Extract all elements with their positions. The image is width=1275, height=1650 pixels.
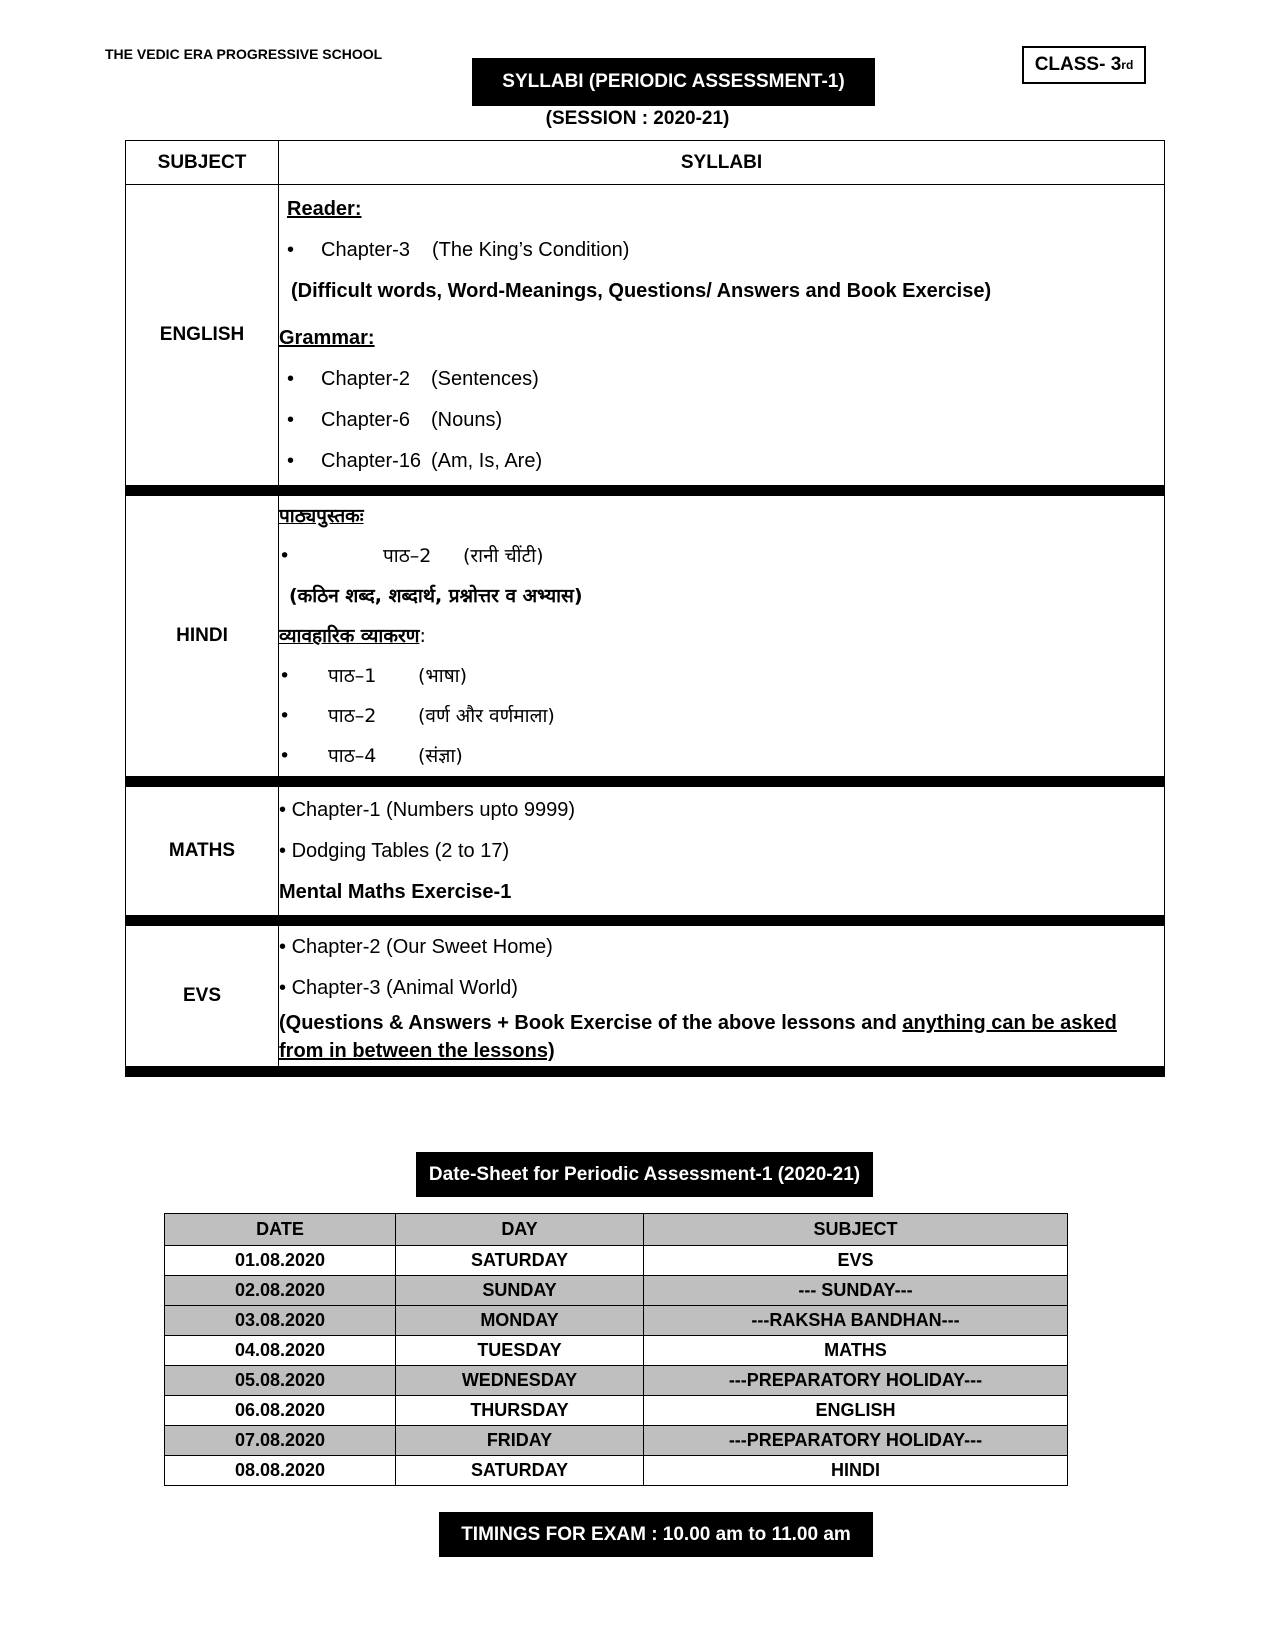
table-row: 08.08.2020 SATURDAY HINDI (165, 1456, 1068, 1486)
english-subject: ENGLISH (126, 185, 279, 491)
col-date-header: DATE (165, 1214, 396, 1246)
class-suffix: rd (1121, 58, 1134, 72)
list-item: • Chapter-3 (Animal World) (279, 977, 518, 999)
maths-note: Mental Maths Exercise-1 (279, 880, 512, 903)
col-subject-header: SUBJECT (126, 141, 279, 185)
table-row: 04.08.2020 TUESDAY MATHS (165, 1336, 1068, 1366)
datesheet-title: Date-Sheet for Periodic Assessment-1 (2020-21) (416, 1152, 873, 1197)
list-item: • पाठ–1 (भाषा) (279, 656, 1164, 696)
list-item: • Chapter-6 (Nouns) (279, 400, 1164, 441)
maths-syllabus (279, 782, 1165, 921)
col-day-header: DAY (396, 1214, 644, 1246)
hindi-book-note: (कठिन शब्द, शब्दार्थ, प्रश्नोत्तर व अभ्यास) (289, 585, 583, 607)
hindi-syllabus: पाठ्यपुस्तकः • पाठ–2 (रानी चींटी) (कठिन शब्द, शब्दार्थ, प्रश्नोत्तर व अभ्यास) व्यावहारिक व्याकरण: • पाठ–1 (भाषा) • पाठ–2 (वर्ण और वर्णमाला) • पाठ–4 (संज्ञा) (279, 491, 1165, 782)
list-item: • पाठ–2 (वर्ण और वर्णमाला) (279, 696, 1164, 736)
english-reader-heading: Reader: (287, 197, 362, 220)
list-item: • Chapter-3 (The King’s Condition) (279, 230, 1164, 271)
list-item: • Dodging Tables (2 to 17) (279, 839, 510, 862)
hindi-book-heading: पाठ्यपुस्तकः (279, 505, 364, 527)
evs-row (126, 921, 1165, 1072)
document-title: SYLLABI (PERIODIC ASSESSMENT-1) (472, 58, 875, 106)
datesheet-header-row (165, 1214, 1068, 1246)
evs-subject: EVS (126, 921, 279, 1072)
table-row: 03.08.2020 MONDAY ---RAKSHA BANDHAN--- (165, 1306, 1068, 1336)
list-item: • Chapter-1 (Numbers upto 9999) (279, 798, 576, 821)
evs-note: (Questions & Answers + Book Exercise of the above lessons and anything can be asked from in between the lessons) (279, 1012, 1117, 1062)
english-reader-note: (Difficult words, Word-Meanings, Questions/ Answers and Book Exercise) (291, 279, 992, 302)
school-name: THE VEDIC ERA PROGRESSIVE SCHOOL (105, 46, 383, 62)
syllabus-header-row (126, 141, 1165, 185)
maths-subject: MATHS (126, 782, 279, 921)
evs-syllabus (279, 921, 1165, 1072)
list-item: • पाठ–4 (संज्ञा) (279, 736, 1164, 776)
exam-timings: TIMINGS FOR EXAM : 10.00 am to 11.00 am (439, 1512, 873, 1557)
maths-row (126, 782, 1165, 921)
session-label: (SESSION : 2020-21) (545, 108, 730, 129)
class-label (1022, 46, 1146, 84)
hindi-subject: HINDI (126, 491, 279, 782)
list-item: • Chapter-16 (Am, Is, Are) (279, 441, 1164, 482)
col-syllabi-header: SYLLABI (279, 141, 1165, 185)
table-row: 06.08.2020 THURSDAY ENGLISH (165, 1396, 1068, 1426)
table-row: 05.08.2020 WEDNESDAY ---PREPARATORY HOLIDAY--- (165, 1366, 1068, 1396)
english-syllabus (279, 185, 1165, 491)
english-row (126, 185, 1165, 491)
table-row: 01.08.2020 SATURDAY EVS (165, 1246, 1068, 1276)
list-item: • Chapter-2 (Sentences) (279, 359, 1164, 400)
table-row: 02.08.2020 SUNDAY --- SUNDAY--- (165, 1276, 1068, 1306)
english-grammar-heading: Grammar: (279, 326, 375, 349)
hindi-grammar-heading: व्यावहारिक व्याकरण (279, 625, 420, 647)
list-item: • Chapter-2 (Our Sweet Home) (279, 936, 553, 958)
class-prefix: CLASS- 3 (1034, 54, 1122, 75)
col-subject-header: SUBJECT (644, 1214, 1068, 1246)
hindi-row (126, 491, 1165, 782)
datesheet-table (164, 1213, 1068, 1486)
table-row: 07.08.2020 FRIDAY ---PREPARATORY HOLIDAY--- (165, 1426, 1068, 1456)
syllabus-table (125, 140, 1165, 1077)
list-item: • पाठ–2 (रानी चींटी) (279, 536, 1164, 576)
